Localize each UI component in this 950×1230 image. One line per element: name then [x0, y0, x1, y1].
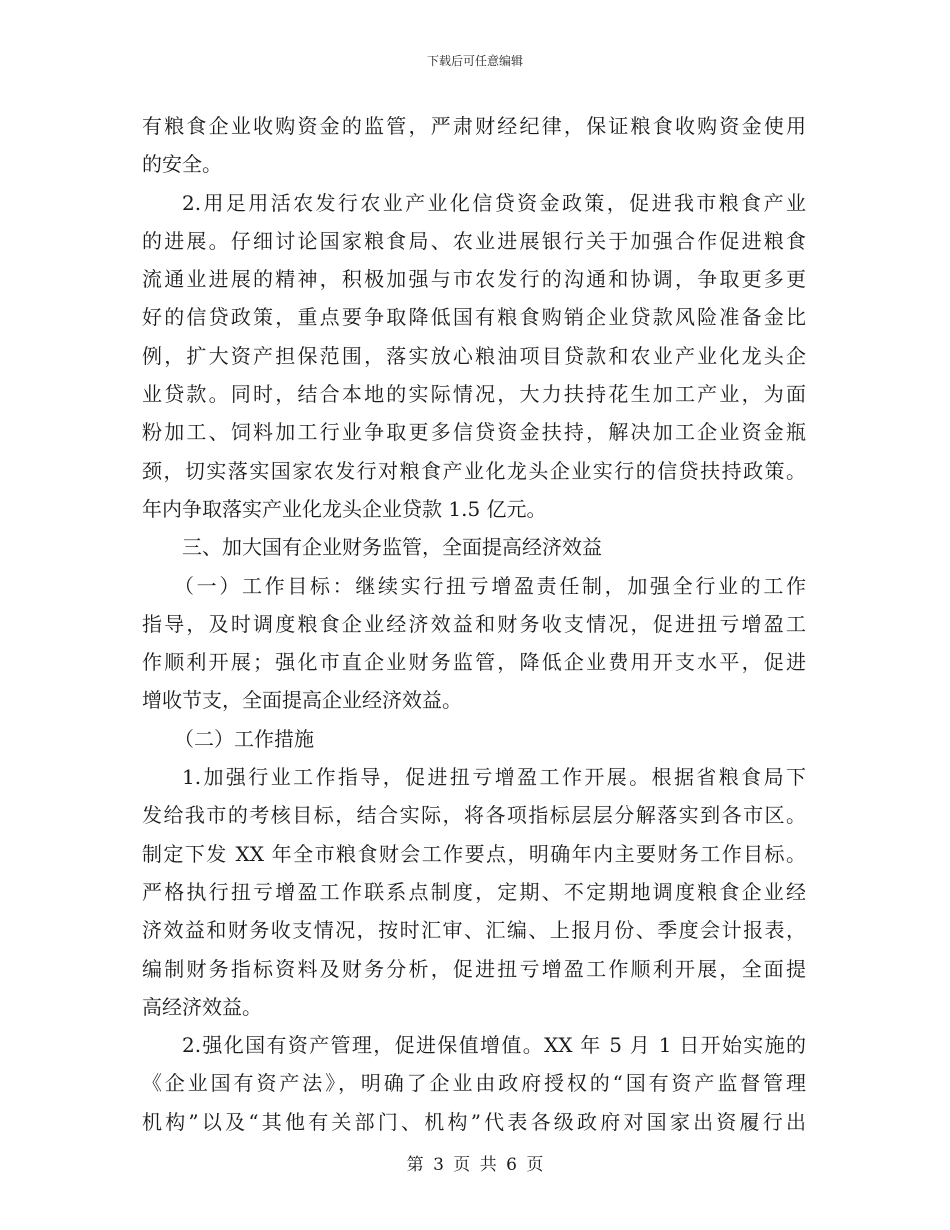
- text-line: 业贷款。同时，结合本地的实际情况，大力扶持花生加工产业，为面: [142, 382, 806, 407]
- text-line: 发给我市的考核目标，结合实际，将各项指标层层分解落实到各市区。: [142, 803, 806, 828]
- text-line: 例，扩大资产担保范围，落实放心粮油项目贷款和农业产业化龙头企: [142, 343, 806, 368]
- text-line: 济效益和财务收支情况，按时汇审、汇编、上报月份、季度会计报表，: [142, 918, 806, 943]
- text-line: 严格执行扭亏增盈工作联系点制度，定期、不定期地调度粮食企业经: [142, 879, 806, 904]
- text-line: 流通业进展的精神，积极加强与市农发行的沟通和协调，争取更多更: [142, 267, 806, 292]
- text-line: 编制财务指标资料及财务分析，促进扭亏增盈工作顺利开展，全面提: [142, 956, 806, 981]
- text-line: 制定下发 XX 年全市粮食财会工作要点，明确年内主要财务工作目标。: [142, 841, 806, 866]
- text-line: 高经济效益。: [142, 994, 262, 1019]
- text-line: 2.用足用活农发行农业产业化信贷资金政策，促进我市粮食产业: [182, 190, 806, 215]
- text-line: 2.强化国有资产管理，促进保值增值。XX 年 5 月 1 日开始实施的: [182, 1033, 806, 1058]
- text-line: 作顺利开展；强化市直企业财务监管，降低企业费用开支水平，促进: [142, 650, 806, 675]
- text-line: 机构”以及“其他有关部门、机构”代表各级政府对国家出资履行出: [142, 1109, 806, 1134]
- text-line: 粉加工、饲料加工行业争取更多信贷资金扶持，解决加工企业资金瓶: [142, 420, 806, 445]
- text-line: 1.加强行业工作指导，促进扭亏增盈工作开展。根据省粮食局下: [182, 765, 806, 790]
- page-footer: 第 3 页 共 6 页: [406, 1155, 544, 1175]
- text-line: 的进展。仔细讨论国家粮食局、农业进展银行关于加强合作促进粮食: [142, 228, 806, 253]
- page-header: 下载后可任意编辑: [426, 54, 523, 68]
- text-line: 好的信贷政策，重点要争取降低国有粮食购销企业贷款风险准备金比: [142, 305, 806, 330]
- text-line: （二）工作措施: [174, 726, 314, 751]
- text-line: 年内争取落实产业化龙头企业贷款 1.5 亿元。: [142, 496, 547, 521]
- text-line: 指导，及时调度粮食企业经济效益和财务收支情况，促进扭亏增盈工: [142, 611, 806, 636]
- text-line: 《企业国有资产法》，明确了企业由政府授权的“国有资产监督管理: [142, 1071, 806, 1096]
- document-body: [142, 107, 806, 1141]
- text-line: （一）工作目标：继续实行扭亏增盈责任制，加强全行业的工作: [174, 573, 806, 598]
- text-line: 的安全。: [142, 152, 222, 177]
- text-line: 增收节支，全面提高企业经济效益。: [142, 688, 462, 713]
- text-line: 三、加大国有企业财务监管，全面提高经济效益: [182, 535, 602, 560]
- text-line: 颈，切实落实国家农发行对粮食产业化龙头企业实行的信贷扶持政策。: [142, 458, 806, 483]
- text-line: 有粮食企业收购资金的监管，严肃财经纪律，保证粮食收购资金使用: [142, 114, 806, 138]
